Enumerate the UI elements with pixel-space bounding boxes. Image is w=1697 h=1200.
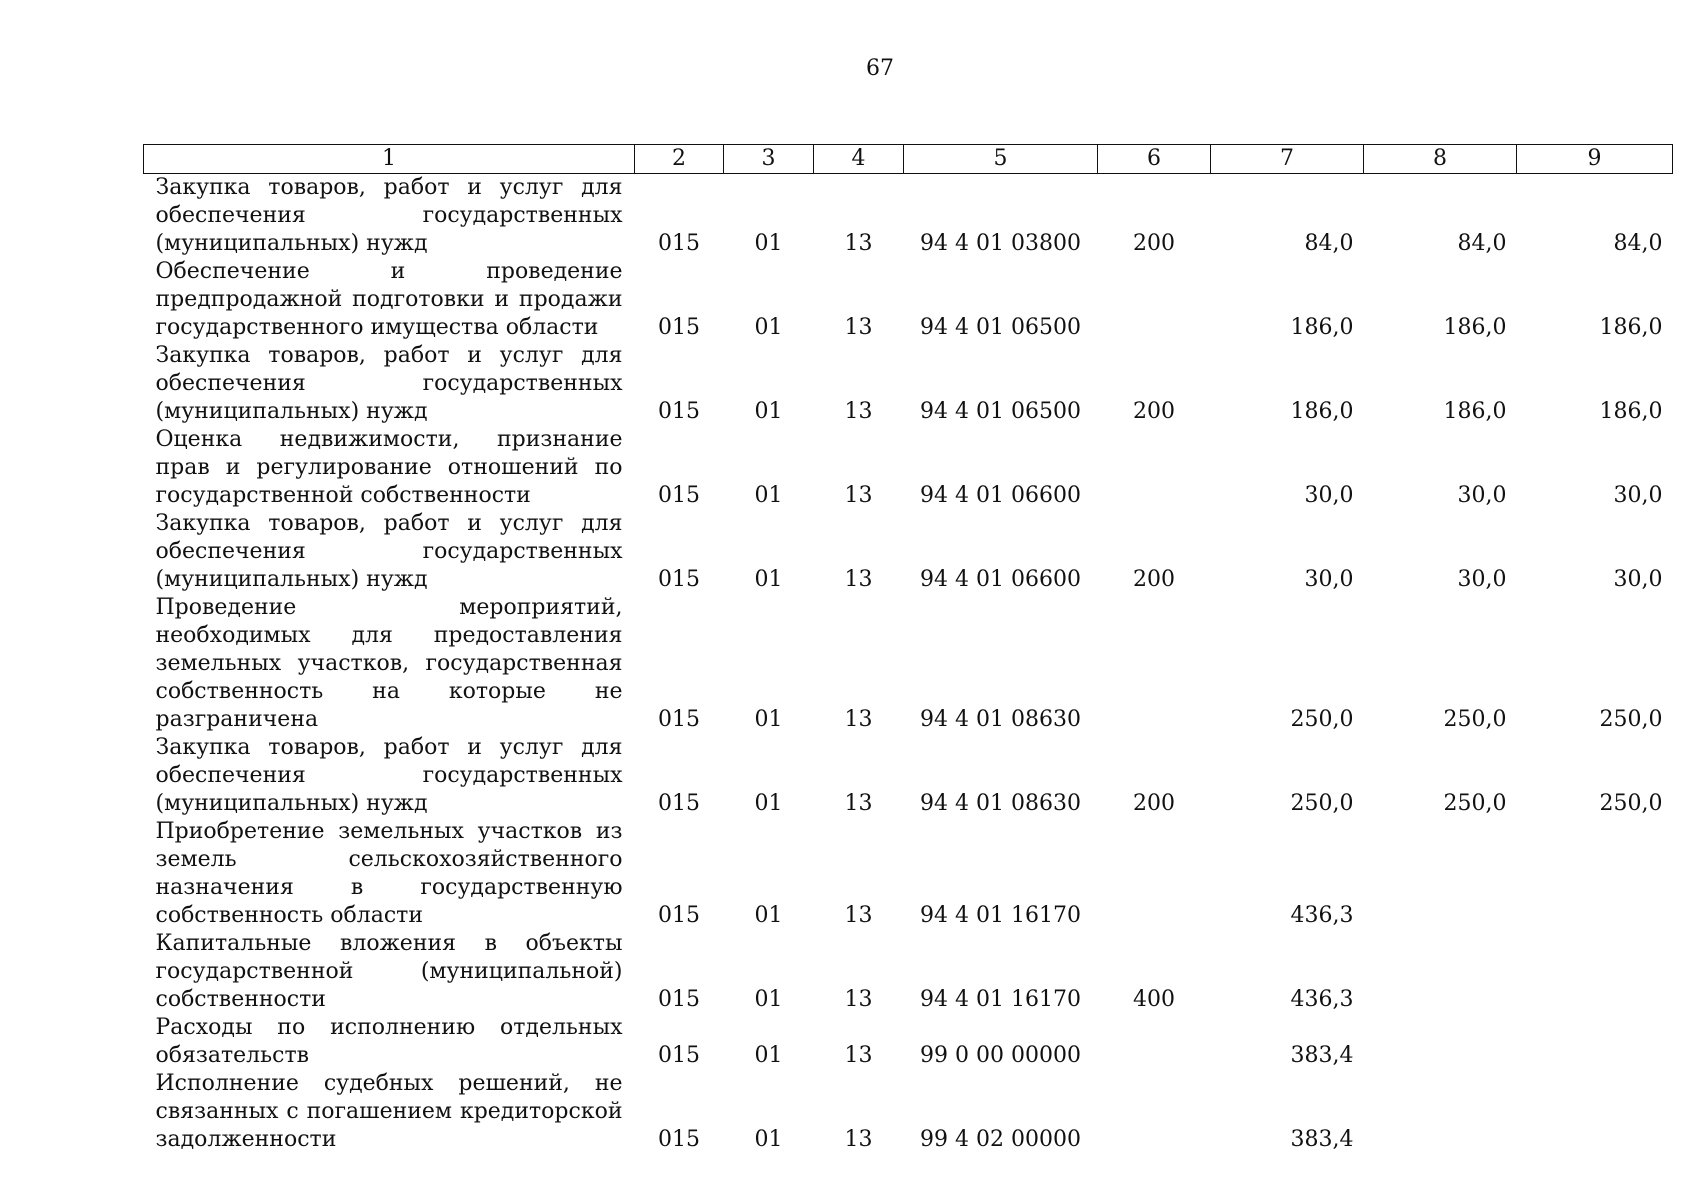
target-article-cell: 99 4 02 00000 [920, 1127, 1081, 1152]
section-code-cell: 01 [754, 903, 783, 928]
amount-col-8-cell: 30,0 [1457, 567, 1507, 592]
target-article-cell: 94 4 01 06600 [920, 483, 1081, 508]
target-article-cell: 94 4 01 08630 [920, 791, 1081, 816]
subsection-code-cell: 13 [844, 399, 873, 424]
header-col-9: 9 [1517, 145, 1673, 174]
target-article-cell: 99 0 00 00000 [920, 1043, 1081, 1068]
expense-type-cell: 200 [1133, 231, 1175, 256]
expense-name-cell: Расходы по исполнению отдельных обязательств [155, 1015, 623, 1068]
table-row [144, 1070, 1673, 1154]
amount-col-7-cell: 383,4 [1290, 1043, 1354, 1068]
amount-col-7-cell: 186,0 [1290, 399, 1354, 424]
section-code-cell: 01 [754, 315, 783, 340]
amount-col-9-cell: 186,0 [1599, 399, 1663, 424]
subsection-code-cell: 13 [844, 707, 873, 732]
amount-col-7-cell: 84,0 [1304, 231, 1354, 256]
section-code-cell: 01 [754, 567, 783, 592]
expense-type-cell [1098, 426, 1211, 510]
amount-col-9-cell: 250,0 [1599, 791, 1663, 816]
table-body [144, 174, 1673, 1155]
expense-name-cell: Приобретение земельных участков из земель сельскохозяйственного назначения в государственную собственность области [155, 819, 623, 928]
section-code-cell: 01 [754, 231, 783, 256]
page-number: 67 [866, 56, 894, 81]
target-article-cell: 94 4 01 16170 [920, 903, 1081, 928]
subsection-code-cell: 13 [844, 791, 873, 816]
expense-name-cell: Закупка товаров, работ и услуг для обеспечения государственных (муниципальных) нужд [155, 511, 623, 592]
amount-col-9-cell: 84,0 [1613, 231, 1663, 256]
subsection-code-cell: 13 [844, 987, 873, 1012]
amount-col-7-cell: 383,4 [1290, 1127, 1354, 1152]
target-article-cell: 94 4 01 06500 [920, 399, 1081, 424]
expense-type-cell [1098, 818, 1211, 930]
section-code-cell: 01 [754, 1043, 783, 1068]
ministry-code-cell: 015 [658, 231, 700, 256]
target-article-cell: 94 4 01 03800 [920, 231, 1081, 256]
amount-col-9-cell: 30,0 [1613, 567, 1663, 592]
ministry-code-cell: 015 [658, 987, 700, 1012]
table-row [144, 342, 1673, 426]
amount-col-8-cell: 250,0 [1443, 707, 1507, 732]
expense-type-cell [1098, 258, 1211, 342]
amount-col-7-cell: 250,0 [1290, 791, 1354, 816]
table-row [144, 258, 1673, 342]
section-code-cell: 01 [754, 707, 783, 732]
amount-col-7-cell: 250,0 [1290, 707, 1354, 732]
ministry-code-cell: 015 [658, 903, 700, 928]
ministry-code-cell: 015 [658, 1043, 700, 1068]
subsection-code-cell: 13 [844, 483, 873, 508]
ministry-code-cell: 015 [658, 567, 700, 592]
amount-col-8-cell [1364, 930, 1517, 1014]
ministry-code-cell: 015 [658, 791, 700, 816]
expense-type-cell: 200 [1133, 791, 1175, 816]
amount-col-7-cell: 436,3 [1290, 987, 1354, 1012]
amount-col-8-cell: 186,0 [1443, 399, 1507, 424]
header-col-6: 6 [1098, 145, 1211, 174]
expense-name-cell: Закупка товаров, работ и услуг для обеспечения государственных (муниципальных) нужд [155, 343, 623, 424]
expense-name-cell: Оценка недвижимости, признание прав и регулирование отношений по государственной собственности [155, 427, 623, 508]
expense-name-cell: Капитальные вложения в объекты государственной (муниципальной) собственности [155, 931, 623, 1012]
target-article-cell: 94 4 01 16170 [920, 987, 1081, 1012]
table-row [144, 734, 1673, 818]
amount-col-8-cell: 186,0 [1443, 315, 1507, 340]
header-col-7: 7 [1211, 145, 1364, 174]
target-article-cell: 94 4 01 06600 [920, 567, 1081, 592]
amount-col-9-cell: 250,0 [1599, 707, 1663, 732]
target-article-cell: 94 4 01 08630 [920, 707, 1081, 732]
amount-col-9-cell [1517, 1014, 1673, 1070]
header-col-8: 8 [1364, 145, 1517, 174]
expense-name-cell: Исполнение судебных решений, не связанных с погашением кредиторской задолженности [155, 1071, 623, 1152]
subsection-code-cell: 13 [844, 315, 873, 340]
subsection-code-cell: 13 [844, 1043, 873, 1068]
table-header [144, 145, 1673, 174]
amount-col-7-cell: 436,3 [1290, 903, 1354, 928]
amount-col-8-cell: 84,0 [1457, 231, 1507, 256]
amount-col-8-cell [1364, 818, 1517, 930]
section-code-cell: 01 [754, 987, 783, 1012]
budget-table [143, 144, 1673, 1154]
subsection-code-cell: 13 [844, 903, 873, 928]
table-row [144, 426, 1673, 510]
table-row [144, 930, 1673, 1014]
expense-type-cell: 400 [1133, 987, 1175, 1012]
target-article-cell: 94 4 01 06500 [920, 315, 1081, 340]
amount-col-9-cell [1517, 930, 1673, 1014]
header-col-2: 2 [635, 145, 724, 174]
section-code-cell: 01 [754, 1127, 783, 1152]
amount-col-9-cell: 186,0 [1599, 315, 1663, 340]
expense-type-cell [1098, 1070, 1211, 1154]
table-row [144, 818, 1673, 930]
header-col-3: 3 [724, 145, 814, 174]
table-row [144, 174, 1673, 259]
subsection-code-cell: 13 [844, 231, 873, 256]
expense-name-cell: Обеспечение и проведение предпродажной подготовки и продажи государственного имущества области [155, 259, 623, 340]
table-row [144, 510, 1673, 594]
amount-col-8-cell [1364, 1070, 1517, 1154]
section-code-cell: 01 [754, 483, 783, 508]
amount-col-7-cell: 30,0 [1304, 483, 1354, 508]
ministry-code-cell: 015 [658, 315, 700, 340]
subsection-code-cell: 13 [844, 567, 873, 592]
ministry-code-cell: 015 [658, 1127, 700, 1152]
expense-type-cell: 200 [1133, 399, 1175, 424]
expense-name-cell: Закупка товаров, работ и услуг для обеспечения государственных (муниципальных) нужд [155, 175, 623, 256]
amount-col-9-cell [1517, 818, 1673, 930]
amount-col-9-cell [1517, 1070, 1673, 1154]
section-code-cell: 01 [754, 791, 783, 816]
table-row [144, 594, 1673, 734]
header-col-1: 1 [144, 145, 635, 174]
amount-col-8-cell: 30,0 [1457, 483, 1507, 508]
table-row [144, 1014, 1673, 1070]
ministry-code-cell: 015 [658, 399, 700, 424]
expense-type-cell [1098, 1014, 1211, 1070]
amount-col-7-cell: 186,0 [1290, 315, 1354, 340]
ministry-code-cell: 015 [658, 707, 700, 732]
expense-type-cell: 200 [1133, 567, 1175, 592]
header-row [144, 145, 1673, 174]
header-col-4: 4 [814, 145, 904, 174]
amount-col-7-cell: 30,0 [1304, 567, 1354, 592]
expense-type-cell [1098, 594, 1211, 734]
subsection-code-cell: 13 [844, 1127, 873, 1152]
section-code-cell: 01 [754, 399, 783, 424]
header-col-5: 5 [904, 145, 1098, 174]
amount-col-8-cell: 250,0 [1443, 791, 1507, 816]
expense-name-cell: Проведение мероприятий, необходимых для предоставления земельных участков, государственная собственность на которые не разграничена [155, 595, 623, 732]
ministry-code-cell: 015 [658, 483, 700, 508]
amount-col-9-cell: 30,0 [1613, 483, 1663, 508]
amount-col-8-cell [1364, 1014, 1517, 1070]
expense-name-cell: Закупка товаров, работ и услуг для обеспечения государственных (муниципальных) нужд [155, 735, 623, 816]
